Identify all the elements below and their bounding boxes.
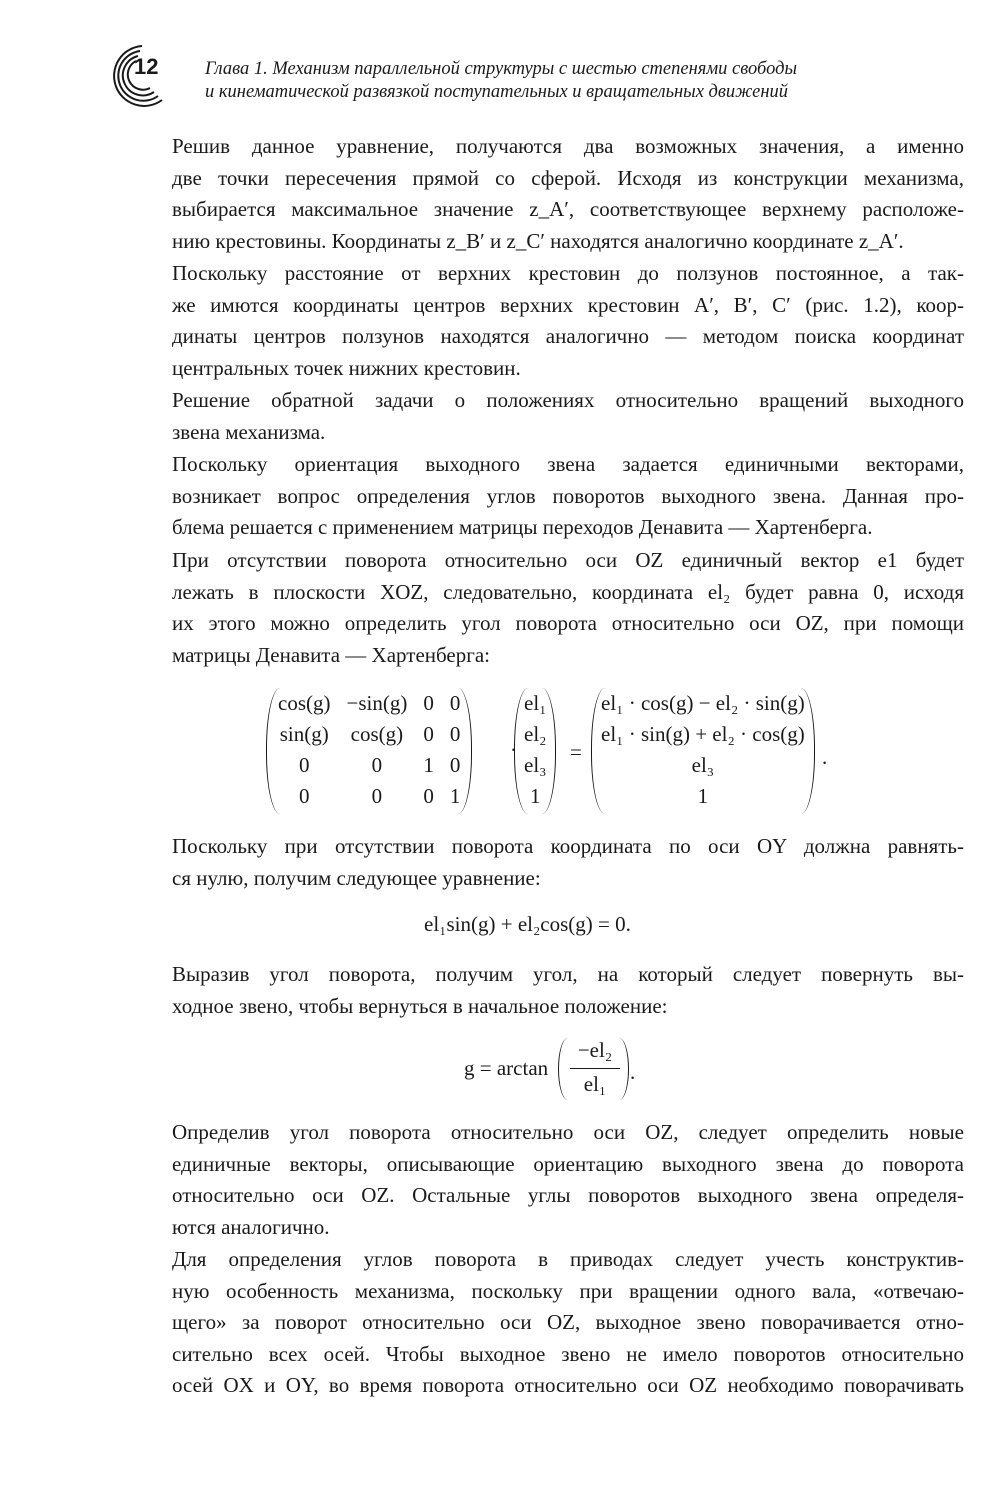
- vector-cell: 1: [529, 784, 541, 808]
- matrix-cell: 0: [423, 784, 434, 808]
- text-line: две точки пересечения прямой со сферой. Исходя из конструкции механизма,: [172, 165, 964, 190]
- paragraph-3: [132, 385, 964, 448]
- vector-cell: el₁ · sin(g) + el₂ · cos(g): [601, 722, 805, 746]
- left-paren-icon: [558, 1038, 569, 1100]
- left-paren-icon: [266, 688, 281, 814]
- text-line: звена механизма.: [172, 419, 326, 444]
- text-line: выбирается максимальное значение z_A′, соответствующее верхнему расположе-: [172, 197, 964, 221]
- equation-period: .: [822, 745, 828, 769]
- text-line: сительно всех осей. Чтобы выходное звено не имело поворотов относительно: [172, 1341, 964, 1366]
- vector-cell: el₁ · cos(g) − el₂ · sin(g): [601, 691, 805, 715]
- paragraph-4: [132, 449, 964, 544]
- text-line: единичные векторы, описывающие ориентацию выходного звена до поворота: [172, 1151, 964, 1176]
- text-line: осей OX и OY, во время поворота относительно оси OZ необходимо поворачивать: [172, 1373, 964, 1397]
- result-vector: [593, 688, 813, 816]
- paragraph-5: [132, 545, 964, 671]
- matrix-cell: 0: [449, 722, 461, 746]
- matrix-cell: 0: [449, 691, 461, 715]
- matrix-cell: sin(g): [279, 722, 329, 746]
- matrix-cell: 0: [423, 691, 434, 715]
- vector-cell: el₁: [524, 691, 547, 715]
- vector-cell: el₂: [524, 722, 547, 746]
- right-paren-icon: [618, 1038, 629, 1100]
- text-line: нию крестовины. Координаты z_B′ и z_C′ находятся аналогично координате z_A′.: [172, 228, 904, 253]
- paragraph-7: [132, 959, 964, 1022]
- text-line: Поскольку при отсутствии поворота координата по оси OY должна равнять-: [172, 834, 964, 858]
- matrix-cell: 0: [423, 722, 434, 746]
- arctan-lhs: g = arctan: [464, 1056, 549, 1080]
- equation-period: .: [630, 1060, 636, 1084]
- text-line: Решение обратной задачи о положениях относительно вращений выходного: [172, 388, 964, 412]
- equation-1: el₁sin(g) + el₂cos(g) = 0.: [424, 912, 631, 936]
- running-header-line1: Глава 1. Механизм параллельной структуры с шестью степенями свободы: [205, 59, 797, 79]
- matrix-cell: cos(g): [350, 722, 404, 746]
- text-line: Поскольку расстояние от верхних крестовин до ползунов постоянное, а так-: [172, 261, 964, 285]
- matrix-cell: 0: [298, 784, 310, 808]
- matrix-cell: cos(g): [278, 691, 331, 715]
- paragraph-6: [132, 831, 964, 894]
- text-line: возникает вопрос определения углов поворотов выходного звена. Данная про-: [172, 483, 964, 508]
- text-line: ся нулю, получим следующее уравнение:: [172, 865, 541, 890]
- text-line: Выразив угол поворота, получим угол, на который следует повернуть вы-: [172, 962, 964, 986]
- text-line: Поскольку ориентация выходного звена задается единичными векторами,: [172, 452, 964, 476]
- matrix-cell: −sin(g): [346, 691, 408, 715]
- input-vector: [516, 688, 554, 816]
- text-line: блема решается с применением матрицы переходов Денавита — Хартенберга.: [172, 515, 873, 539]
- paragraph-9: [132, 1244, 964, 1402]
- fraction-numerator: −el₂: [577, 1038, 613, 1062]
- matrix-cell: 0: [371, 753, 383, 777]
- running-header-line2: и кинематической развязкой поступательных и вращательных движений: [205, 82, 789, 102]
- page-number: 12: [134, 54, 159, 79]
- fraction-bar: [570, 1068, 620, 1069]
- dot-operator: ·: [510, 738, 517, 762]
- matrix-cell: 0: [298, 753, 310, 777]
- text-line: матрицы Денавита — Хартенберга:: [172, 642, 491, 667]
- right-paren-icon: [457, 688, 472, 814]
- text-line: Решив данное уравнение, получаются два возможных значения, а именно: [172, 134, 964, 158]
- text-line: лежать в плоскости XOZ, следовательно, координата el₂ будет равна 0, исходя: [172, 579, 964, 604]
- rotation-matrix: [270, 688, 468, 816]
- text-line: динаты центров ползунов находятся аналогично — методом поиска координат: [172, 324, 964, 348]
- fraction-denominator: el₁: [583, 1072, 607, 1096]
- text-line: их этого можно определить угол поворота относительно оси OZ, при помощи: [172, 611, 964, 635]
- vector-cell: 1: [697, 784, 709, 808]
- matrix-cell: 0: [371, 784, 383, 808]
- text-line: Определив угол поворота относительно оси OZ, следует определить новые: [172, 1120, 964, 1144]
- text-line: ются аналогично.: [172, 1214, 330, 1239]
- text-line: относительно оси OZ. Остальные углы поворотов выходного звена определя-: [172, 1183, 964, 1207]
- matrix-cell: 1: [449, 784, 461, 808]
- text-line: центральных точек нижних крестовин.: [172, 355, 521, 380]
- vector-cell: el₃: [524, 753, 547, 777]
- vector-cell: el₃: [691, 753, 715, 777]
- paragraph-8: [132, 1117, 964, 1243]
- text-line: же имются координаты центров верхних крестовин A′, B′, C′ (рис. 1.2), коор-: [172, 292, 964, 317]
- text-line: Для определения углов поворота в приводах следует учесть конструктив-: [172, 1247, 964, 1271]
- text-line: щего» за поворот относительно оси OZ, выходное звено поворачивается отно-: [172, 1310, 964, 1334]
- matrix-cell: 0: [449, 753, 461, 777]
- text-line: ходное звено, чтобы вернуться в начальное положение:: [172, 993, 668, 1018]
- paragraph-2: [132, 258, 964, 384]
- text-line: При отсутствии поворота относительно оси OZ единичный вектор e1 будет: [172, 548, 964, 572]
- running-header: [205, 58, 885, 104]
- equals-sign: =: [570, 740, 582, 764]
- paragraph-1: [132, 131, 964, 257]
- text-line: ную особенность механизма, поскольку при вращении одного вала, «отвечаю-: [172, 1278, 964, 1303]
- matrix-cell: 1: [423, 753, 434, 777]
